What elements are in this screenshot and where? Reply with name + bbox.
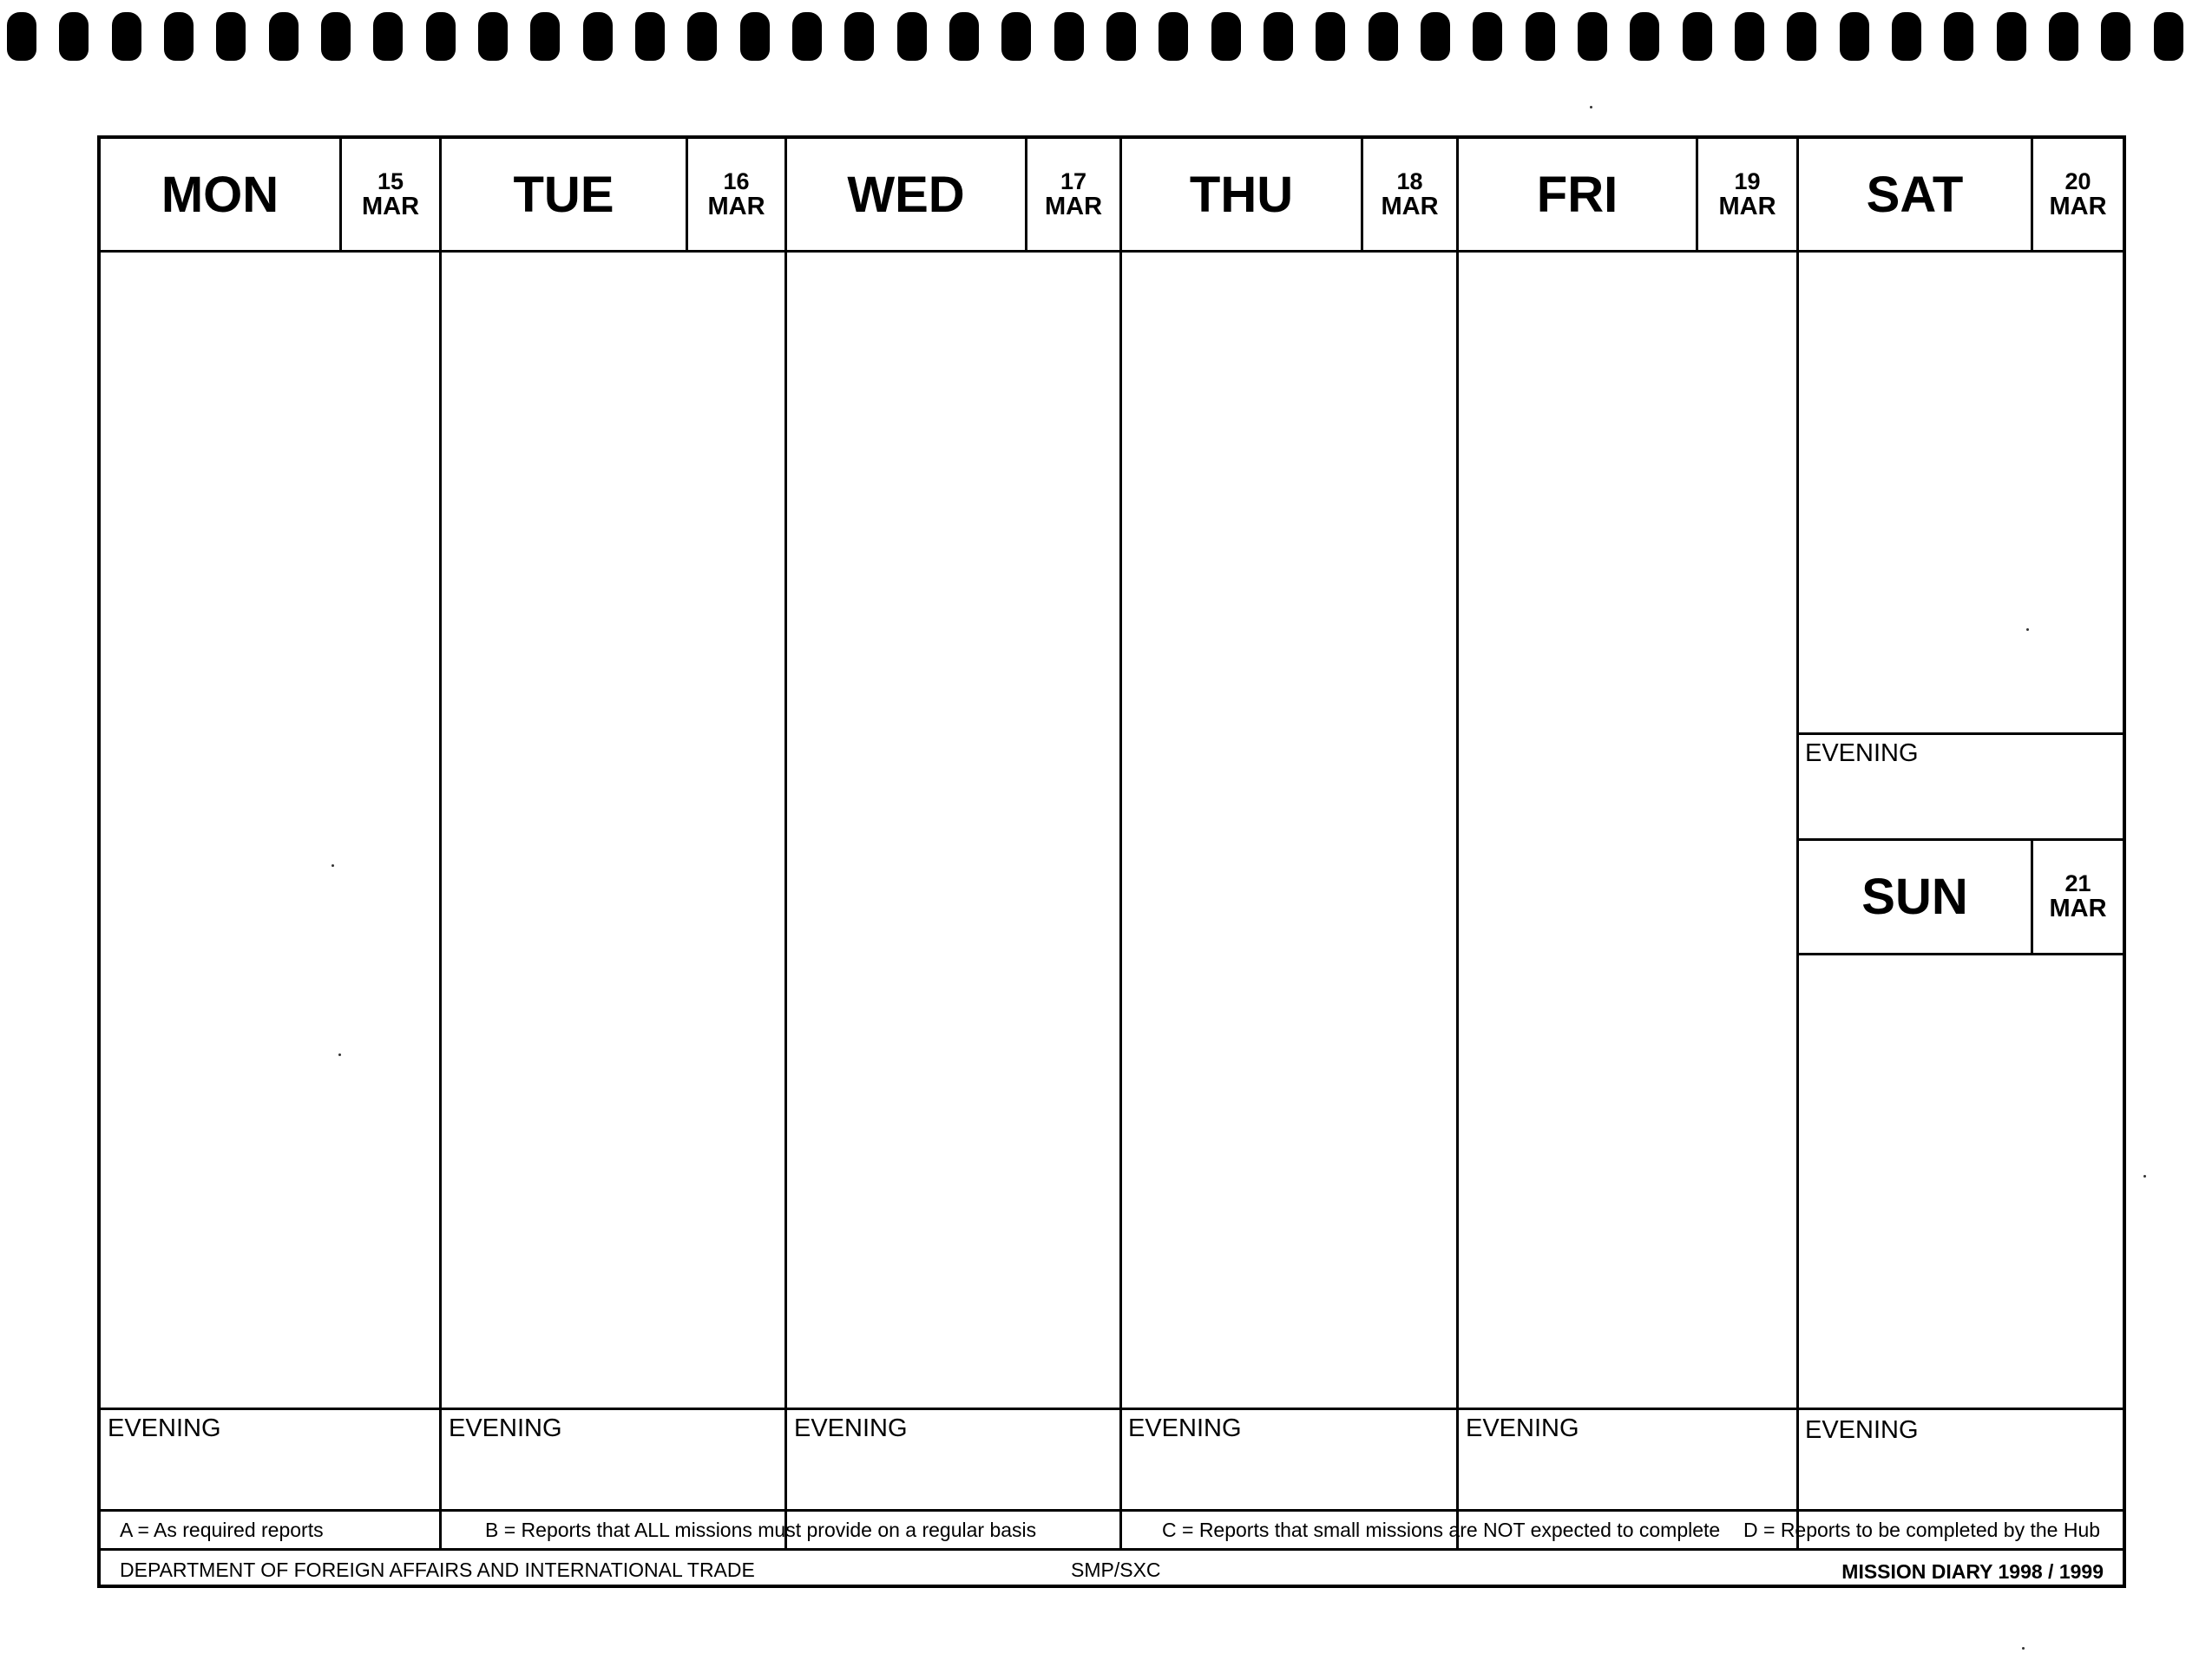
binding-holes [0,12,2199,62]
notes-area-sat[interactable] [1799,253,2123,732]
date-number: 21 [2064,870,2091,897]
evening-label-mon: EVENING [108,1414,221,1442]
binding-hole [1106,12,1136,61]
binding-hole [844,12,874,61]
date-month: MAR [2049,895,2107,923]
date-month: MAR [707,192,765,220]
binding-hole [216,12,246,61]
footer-top-rule [101,1548,2123,1551]
day-name-sun: SUN [1861,869,1968,925]
binding-hole [2101,12,2130,61]
binding-hole [59,12,89,61]
day-date-fri [1698,139,1796,250]
binding-hole [740,12,770,61]
evening-label-fri: EVENING [1466,1414,1579,1442]
binding-hole [1159,12,1188,61]
legend-c: C = Reports that small missions are NOT expected to complete [1162,1519,1721,1541]
day-date-sat [2033,139,2123,250]
binding-hole [1473,12,1502,61]
binding-hole [530,12,560,61]
day-date-wed [1027,139,1119,250]
binding-hole [164,12,194,61]
binding-hole [1892,12,1921,61]
day-name-thu: THU [1189,166,1294,223]
evening-label-wed: EVENING [794,1414,908,1442]
binding-hole [426,12,456,61]
footer-department: DEPARTMENT OF FOREIGN AFFAIRS AND INTERNATIONAL TRADE [120,1559,755,1581]
date-month: MAR [2049,192,2107,220]
evening-label-sat: EVENING [1805,739,1919,767]
binding-hole [1054,12,1084,61]
date-number: 17 [1060,167,1087,194]
scan-speck [331,864,334,867]
binding-hole [1787,12,1816,61]
binding-hole [1211,12,1241,61]
footer-code: SMP/SXC [1071,1559,1161,1581]
day-name-fri: FRI [1536,166,1618,223]
evening-label-thu: EVENING [1128,1414,1242,1442]
footer-diary-title: MISSION DIARY 1998 / 1999 [1841,1560,2104,1583]
binding-hole [1421,12,1450,61]
binding-hole [373,12,403,61]
notes-area-thu[interactable] [1122,253,1456,1408]
scan-speck [1590,106,1592,108]
binding-hole [1997,12,2026,61]
binding-hole [1578,12,1607,61]
legend-b: B = Reports that ALL missions must provide on a regular basis [485,1519,1037,1541]
notes-area-tue[interactable] [442,253,784,1408]
scan-speck [2026,628,2029,631]
day-name-sat: SAT [1866,166,1964,223]
notes-area-mon[interactable] [101,253,439,1408]
binding-hole [635,12,665,61]
binding-hole [7,12,36,61]
binding-hole [1944,12,1973,61]
evening-label-sun: EVENING [1805,1416,1919,1444]
binding-hole [792,12,822,61]
binding-hole [1001,12,1031,61]
date-number: 16 [723,167,750,194]
scan-speck [2143,1175,2146,1178]
sat-evening-rule [1796,732,2123,735]
binding-hole [1683,12,1712,61]
binding-hole [1630,12,1659,61]
binding-hole [687,12,717,61]
scan-speck [338,1053,341,1056]
scan-speck [2022,1647,2025,1650]
binding-hole [949,12,979,61]
date-number: 18 [1396,167,1423,194]
legend-top-rule [101,1509,2123,1512]
date-month: MAR [1718,192,1776,220]
binding-hole [269,12,299,61]
binding-hole [1264,12,1293,61]
day-name-wed: WED [847,166,965,223]
weekly-diary-page [97,135,2126,1588]
day-date-tue [688,139,784,250]
date-month: MAR [1381,192,1439,220]
date-number: 20 [2064,167,2091,194]
day-date-sun [2033,841,2123,953]
legend-d: D = Reports to be completed by the Hub [1743,1519,2101,1541]
binding-hole [2154,12,2183,61]
day-name-tue: TUE [513,166,614,223]
evening-top-rule [101,1408,2123,1410]
binding-hole [2049,12,2078,61]
binding-hole [1316,12,1345,61]
notes-area-sun[interactable] [1799,955,2123,1408]
date-month: MAR [361,192,420,220]
binding-hole [112,12,141,61]
day-date-mon [342,139,439,250]
day-date-thu [1363,139,1456,250]
binding-hole [1526,12,1555,61]
legend-a: A = As required reports [120,1519,324,1541]
binding-hole [321,12,351,61]
binding-hole [583,12,613,61]
evening-label-tue: EVENING [449,1414,562,1442]
date-month: MAR [1044,192,1103,220]
date-number: 15 [377,167,404,194]
binding-hole [1369,12,1398,61]
binding-hole [478,12,508,61]
notes-area-fri[interactable] [1459,253,1796,1408]
binding-hole [1840,12,1869,61]
notes-area-wed[interactable] [787,253,1119,1408]
date-number: 19 [1734,167,1761,194]
binding-hole [897,12,927,61]
binding-hole [1735,12,1764,61]
day-name-mon: MON [161,166,279,223]
